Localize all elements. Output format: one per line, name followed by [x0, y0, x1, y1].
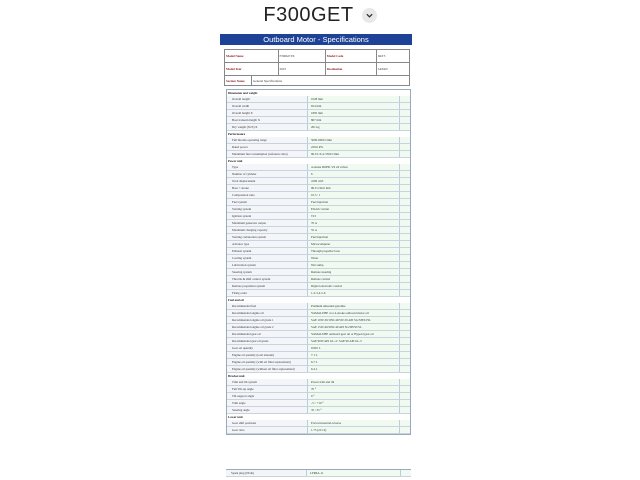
spec-label: Compression ratio	[227, 192, 307, 198]
spec-row	[227, 144, 410, 151]
spec-value: 220.6 kW	[307, 144, 399, 150]
spec-label: Gear oil quantity	[227, 345, 307, 351]
spec-label: Tilt-support angle	[227, 393, 307, 399]
spec-value: 55 A	[307, 227, 399, 233]
model-info-table	[224, 49, 410, 76]
spec-label: Maximum fuel consumption (reference data)	[227, 151, 307, 157]
spec-label: Advance type	[227, 241, 307, 247]
spec-row-pad	[399, 110, 410, 116]
spec-row	[227, 345, 410, 352]
spec-row-pad	[399, 185, 410, 191]
spec-row-pad	[399, 276, 410, 282]
spec-value: Remote control	[307, 276, 399, 282]
spec-row-pad	[399, 117, 410, 123]
spec-row	[227, 248, 410, 255]
spec-label: Engine oil quantity (total amount)	[227, 352, 307, 358]
spec-row	[227, 434, 410, 435]
spec-row-pad	[399, 192, 410, 198]
page-header	[0, 2, 640, 28]
spec-row-pad	[399, 345, 410, 351]
spec-value: 7.1 L	[307, 352, 399, 358]
spec-row	[227, 324, 410, 331]
spec-label: Steering angle	[227, 407, 307, 413]
spec-label: Trim and tilt system	[227, 379, 307, 385]
spec-row	[227, 393, 410, 400]
spec-document	[220, 30, 412, 448]
spec-row-pad	[399, 283, 410, 289]
spec-value: Fuel injection	[307, 199, 399, 205]
spec-label: Gear shift positions	[227, 420, 307, 426]
spec-value: Remote steering	[307, 269, 399, 275]
spec-label: Steering system	[227, 269, 307, 275]
spec-table	[226, 89, 411, 435]
spec-value: 10.3 : 1	[307, 192, 399, 198]
spec-row	[227, 276, 410, 283]
spec-value: Power trim and tilt	[307, 379, 399, 385]
spec-row	[227, 317, 410, 324]
spec-row	[227, 234, 410, 241]
spec-section-heading: Performance	[228, 132, 246, 136]
spec-row-pad	[399, 220, 410, 226]
spec-row-pad	[399, 269, 410, 275]
spec-row-pad	[399, 151, 410, 157]
section-name-label: Section Name	[225, 76, 252, 86]
model-year-value: 2023	[278, 63, 325, 76]
spec-row-pad	[399, 427, 410, 433]
spec-value: 1-2-3-4-5-6	[307, 290, 399, 296]
spec-row-pad	[399, 366, 410, 372]
spec-value: 6.7 L	[307, 359, 399, 365]
spec-row	[227, 164, 410, 171]
spec-label: Throttle & shift control system	[227, 276, 307, 282]
spec-row	[227, 199, 410, 206]
spec-label: Total displacement	[227, 178, 307, 184]
spec-row-pad	[399, 393, 410, 399]
spec-row-pad	[399, 331, 410, 337]
spec-row	[227, 366, 410, 373]
spec-value: 5000-6000 r/min	[307, 137, 399, 143]
spec-row-pad	[399, 407, 410, 413]
spec-value: 96.0 L/h at 5500 r/min	[307, 151, 399, 157]
section-table	[224, 75, 410, 86]
spec-section-heading: Fuel and oil	[228, 298, 244, 302]
spec-value: YAMALUBE 4 or 4-stroke outboard motor oil	[307, 310, 399, 316]
spec-value: 1895 mm	[307, 110, 399, 116]
spec-row	[227, 420, 410, 427]
spec-row-pad	[399, 352, 410, 358]
spec-label: Recommended engine oil grade 1	[227, 317, 307, 323]
spec-label: Overall width	[227, 103, 307, 109]
spec-value: 70 °	[307, 386, 399, 392]
spec-row-pad	[399, 234, 410, 240]
spec-row	[227, 206, 410, 213]
spec-label: Recommended gear oil	[227, 331, 307, 337]
spec-row-pad	[399, 178, 410, 184]
spec-section-heading: Lower unit	[228, 415, 243, 419]
spec-row-pad	[399, 144, 410, 150]
spec-banner: Outboard Motor - Specifications	[220, 34, 412, 45]
spec-label: Recommended engine oil	[227, 310, 307, 316]
spec-row	[227, 290, 410, 297]
spec-row-pad	[399, 164, 410, 170]
spec-row	[227, 213, 410, 220]
spec-row-pad	[399, 103, 410, 109]
spec-row-pad	[400, 470, 411, 476]
model-year-label: Model Year	[225, 63, 279, 76]
spec-row	[227, 117, 410, 124]
spec-value: 0 °	[307, 393, 399, 399]
model-name-label: Model Name	[225, 50, 279, 63]
spec-row	[227, 110, 410, 117]
spec-value: 261 kg	[307, 124, 399, 130]
spec-value: Fuel injection	[307, 234, 399, 240]
spec-label	[227, 434, 307, 435]
model-code-value: 6KT3	[376, 50, 409, 63]
spec-row	[227, 137, 410, 144]
spec-label: Firing order	[227, 290, 307, 296]
spec-label: Overall height X	[227, 110, 307, 116]
spec-row-pad	[399, 290, 410, 296]
section-name-value: General Specifications	[252, 76, 410, 86]
spec-row	[227, 427, 410, 434]
spec-value: 654 mm	[307, 103, 399, 109]
chevron-down-icon[interactable]	[362, 8, 377, 23]
spec-row-pad	[399, 206, 410, 212]
spec-row	[227, 400, 410, 407]
spec-row	[227, 310, 410, 317]
spec-row	[227, 220, 410, 227]
spec-value: 96.0 x 96.0 mm	[307, 185, 399, 191]
page-title: F300GET	[263, 3, 354, 26]
spec-row	[227, 331, 410, 338]
spec-row	[227, 255, 410, 262]
spec-value: Premium unleaded gasoline	[307, 303, 399, 309]
spec-value: SAE 90W API GL-4 / SAE 90 API GL-5	[307, 338, 399, 344]
spec-value: SAE 15W-40/20W-40 API SG/SH/SJ/SL	[307, 324, 399, 330]
spec-row	[226, 469, 411, 477]
spec-value: 70 A	[307, 220, 399, 226]
next-page-fragment	[220, 467, 412, 480]
spec-value	[307, 434, 399, 435]
spec-row	[227, 407, 410, 414]
spec-value: YAMALUBE outboard gear oil or Hypoid gear oil	[307, 331, 399, 337]
spec-label: Recommended gear oil grade	[227, 338, 307, 344]
spec-value: -3 ~ +16 °	[307, 400, 399, 406]
spec-row-pad	[399, 124, 410, 130]
spec-row-pad	[399, 262, 410, 268]
spec-row	[227, 338, 410, 345]
spec-row	[227, 262, 410, 269]
spec-value: 0.810 L	[307, 345, 399, 351]
spec-row-pad	[399, 213, 410, 219]
spec-label: Starting system	[227, 206, 307, 212]
spec-row-pad	[399, 324, 410, 330]
model-name-value: F300GETX	[278, 50, 325, 63]
spec-label: Engine oil quantity (without oil filter replacement)	[227, 366, 307, 372]
spec-row-pad	[399, 255, 410, 261]
spec-value: 4-stroke DOHC V6 24 valves	[307, 164, 399, 170]
spec-section-heading: Dimension and weight	[228, 91, 258, 95]
spec-value: 1.75 (21/12)	[307, 427, 399, 433]
spec-value: SAE 10W-30/10W-40/5W-30 API SG/SH/SJ/SL	[307, 317, 399, 323]
spec-value: 867 mm	[307, 117, 399, 123]
spec-label: Exhaust system	[227, 248, 307, 254]
spec-value: 6	[307, 171, 399, 177]
spec-row-pad	[399, 303, 410, 309]
spec-label: Boat transom height X	[227, 117, 307, 123]
spec-label: Number of cylinder	[227, 171, 307, 177]
spec-row	[227, 379, 410, 386]
spec-row-pad	[399, 386, 410, 392]
spec-label: Recommended fuel	[227, 303, 307, 309]
spec-label: Type	[227, 164, 307, 170]
spec-label: Cooling system	[227, 255, 307, 261]
destination-label: Destination	[325, 63, 376, 76]
spec-row	[227, 283, 410, 290]
spec-label: Ignition system	[227, 213, 307, 219]
spec-label: Bore × stroke	[227, 185, 307, 191]
spec-value: Wet sump	[307, 262, 399, 268]
spec-row	[227, 171, 410, 178]
spec-value: Through propeller boss	[307, 248, 399, 254]
spec-value: Electric starter	[307, 206, 399, 212]
spec-row-pad	[399, 199, 410, 205]
spec-label: Full Tilt-up angle	[227, 386, 307, 392]
spec-value: 6.4 L	[307, 366, 399, 372]
page-break	[220, 448, 412, 467]
spec-label: Recommended engine oil grade 2	[227, 324, 307, 330]
spec-row	[227, 103, 410, 110]
spec-row-pad	[399, 317, 410, 323]
spec-row	[227, 124, 410, 131]
spec-value: Microcomputer	[307, 241, 399, 247]
spec-row	[227, 303, 410, 310]
spec-label: Maximum charging capacity	[227, 227, 307, 233]
spec-section-heading: Power unit	[228, 159, 243, 163]
spec-value: TCI	[307, 213, 399, 219]
destination-value: JAPAN	[376, 63, 409, 76]
spec-row	[227, 192, 410, 199]
spec-row-pad	[399, 420, 410, 426]
spec-label: Trim angle	[227, 400, 307, 406]
spec-value: LFR6A-11	[306, 470, 400, 476]
spec-row	[227, 359, 410, 366]
spec-label: Spark plug (NGK)	[226, 470, 306, 476]
spec-row-pad	[399, 241, 410, 247]
spec-label: Overall length	[227, 96, 307, 102]
spec-value: Forward-neutral-reverse	[307, 420, 399, 426]
spec-row	[227, 386, 410, 393]
spec-label: Gear ratio	[227, 427, 307, 433]
spec-label: Fuel system	[227, 199, 307, 205]
spec-row-pad	[399, 338, 410, 344]
spec-row-pad	[399, 227, 410, 233]
spec-row	[227, 96, 410, 103]
spec-row	[227, 151, 410, 158]
spec-row	[227, 178, 410, 185]
spec-row	[227, 352, 410, 359]
spec-value: 35 / 35 °	[307, 407, 399, 413]
spec-label: Lubrication system	[227, 262, 307, 268]
spec-section-heading: Bracket unit	[228, 374, 245, 378]
spec-label: Engine oil quantity (with oil filter replacement)	[227, 359, 307, 365]
spec-row-pad	[399, 434, 410, 435]
spec-label: Full throttle operating range	[227, 137, 307, 143]
spec-row-pad	[399, 400, 410, 406]
model-code-label: Model Code	[325, 50, 376, 63]
spec-label: Rated power	[227, 144, 307, 150]
spec-row-pad	[399, 137, 410, 143]
spec-label: Maximum generator output	[227, 220, 307, 226]
spec-label: Starting carburetion system	[227, 234, 307, 240]
spec-row-pad	[399, 171, 410, 177]
spec-row-pad	[399, 359, 410, 365]
spec-value: Digital electronic control	[307, 283, 399, 289]
spec-row-pad	[399, 310, 410, 316]
spec-row	[227, 185, 410, 192]
spec-value: 1028 mm	[307, 96, 399, 102]
spec-row-pad	[399, 379, 410, 385]
spec-row	[227, 241, 410, 248]
spec-label: Remote propulsion system	[227, 283, 307, 289]
spec-row-pad	[399, 96, 410, 102]
spec-value: 4169 cm3	[307, 178, 399, 184]
spec-row	[227, 227, 410, 234]
spec-row	[227, 269, 410, 276]
spec-row-pad	[399, 248, 410, 254]
spec-value: Water	[307, 255, 399, 261]
spec-label: Dry weight (SUS) X	[227, 124, 307, 130]
